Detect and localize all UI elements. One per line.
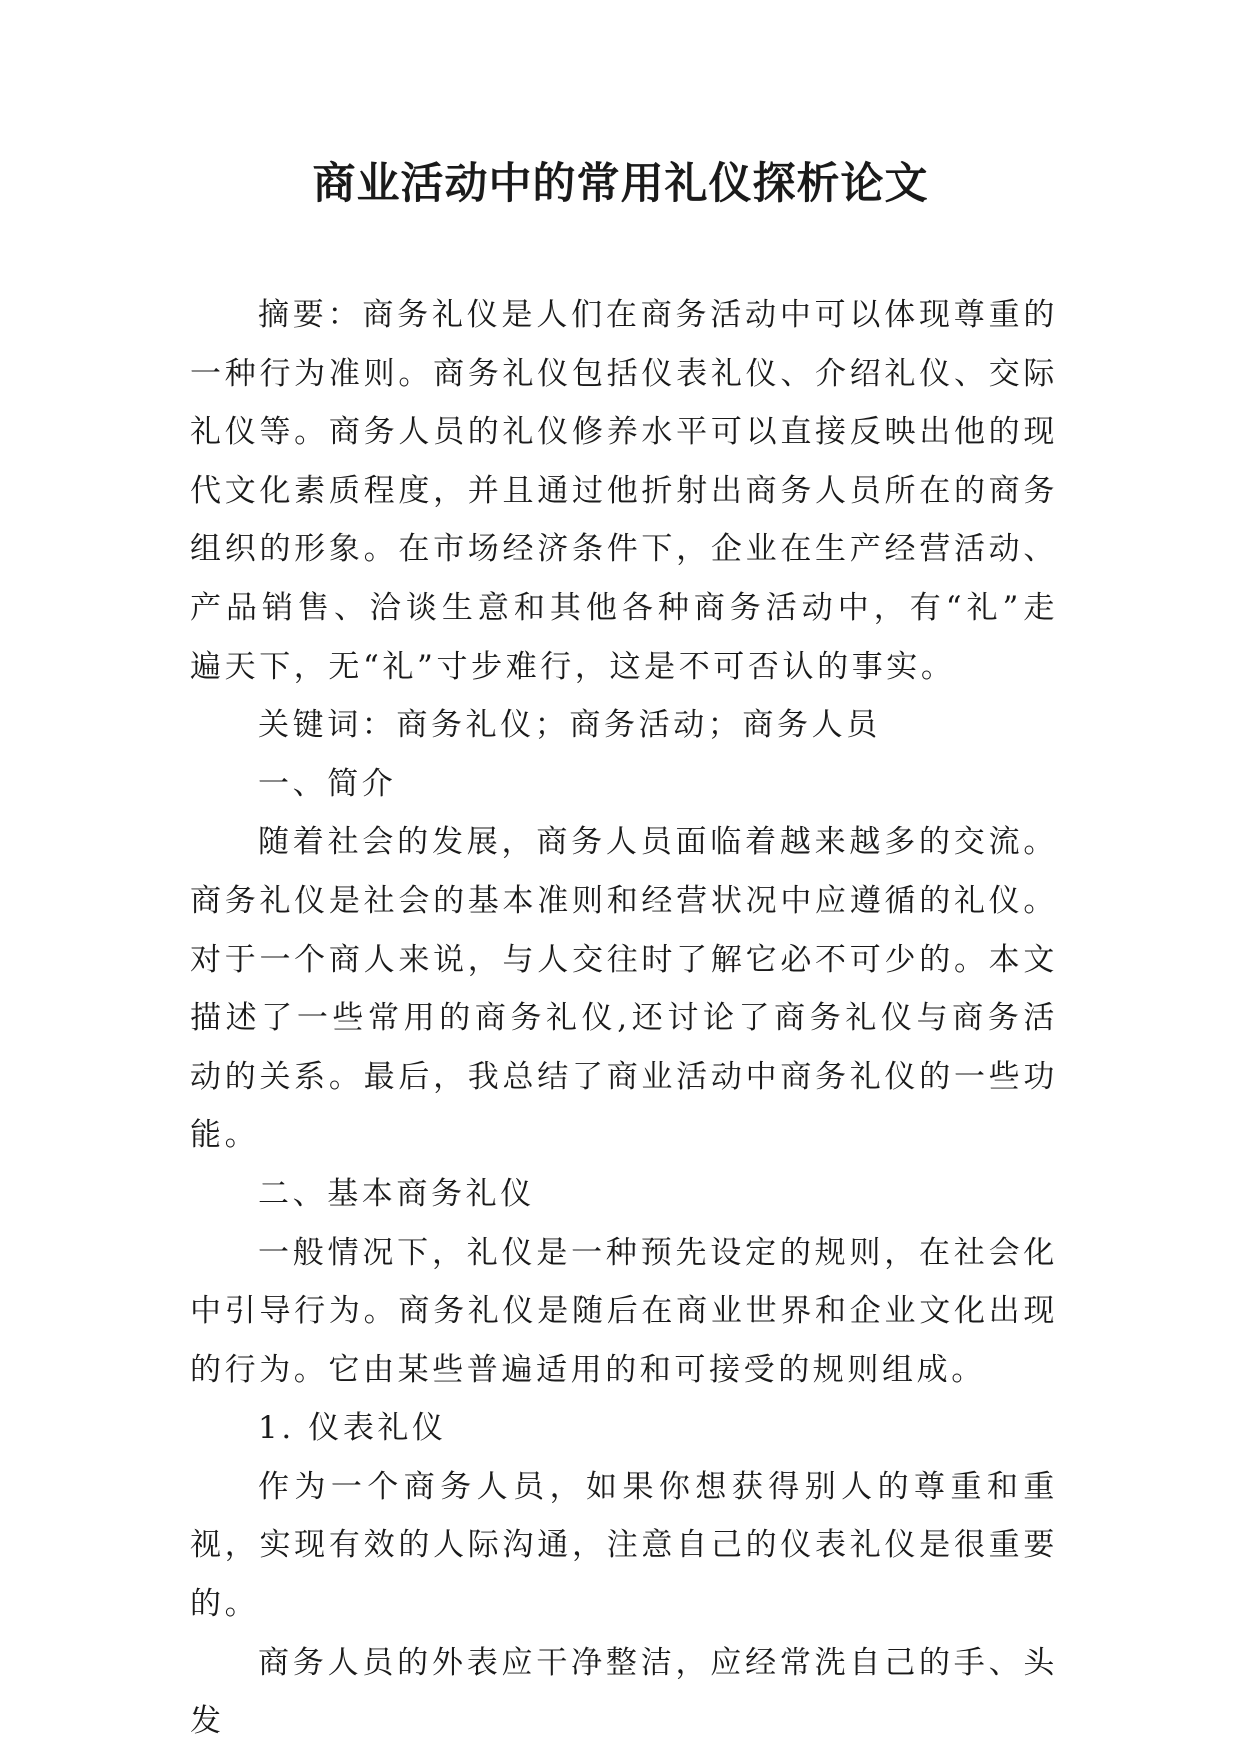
section-heading-introduction: 一、简介 bbox=[258, 765, 397, 802]
appearance-paragraph-2: 商务人员的外表应干净整洁，应经常洗自己的手、头发 bbox=[190, 1644, 1058, 1740]
subsection-heading-appearance: 1. 仪表礼仪 bbox=[258, 1410, 447, 1447]
basic-etiquette-paragraph: 一般情况下，礼仪是一种预先设定的规则，在社会化中引导行为。商务礼仪是随后在商业世界和企业文化出现的行为。它由某些普遍适用的和可接受的规则组成。 bbox=[190, 1234, 1058, 1388]
appearance-paragraph-1: 作为一个商务人员，如果你想获得别人的尊重和重视，实现有效的人际沟通，注意自己的仪表礼仪是很重要的。 bbox=[190, 1468, 1058, 1623]
document-body bbox=[190, 286, 1058, 1751]
section-heading-basic-etiquette: 二、基本商务礼仪 bbox=[258, 1175, 535, 1212]
abstract-paragraph: 摘要：商务礼仪是人们在商务活动中可以体现尊重的一种行为准则。商务礼仪包括仪表礼仪、介绍礼仪、交际礼仪等。商务人员的礼仪修养水平可以直接反映出他的现代文化素质程度，并且通过他折射出商务人员所在的商务组织的形象。在市场经济条件下，企业在生产经营活动、产品销售、洽谈生意和其他各种商务活动中，有“礼”走遍天下，无“礼”寸步难行，这是不可否认的事实。 bbox=[190, 297, 1058, 685]
document-title: 商业活动中的常用礼仪探析论文 bbox=[312, 159, 929, 209]
keywords-paragraph: 关键词：商务礼仪；商务活动；商务人员 bbox=[258, 707, 881, 744]
introduction-paragraph: 随着社会的发展，商务人员面临着越来越多的交流。商务礼仪是社会的基本准则和经营状况中应遵循的礼仪。对于一个商人来说，与人交往时了解它必不可少的。本文描述了一些常用的商务礼仪,还讨论了商务礼仪与商务活动的关系。最后，我总结了商业活动中商务礼仪的一些功能。 bbox=[190, 824, 1058, 1154]
